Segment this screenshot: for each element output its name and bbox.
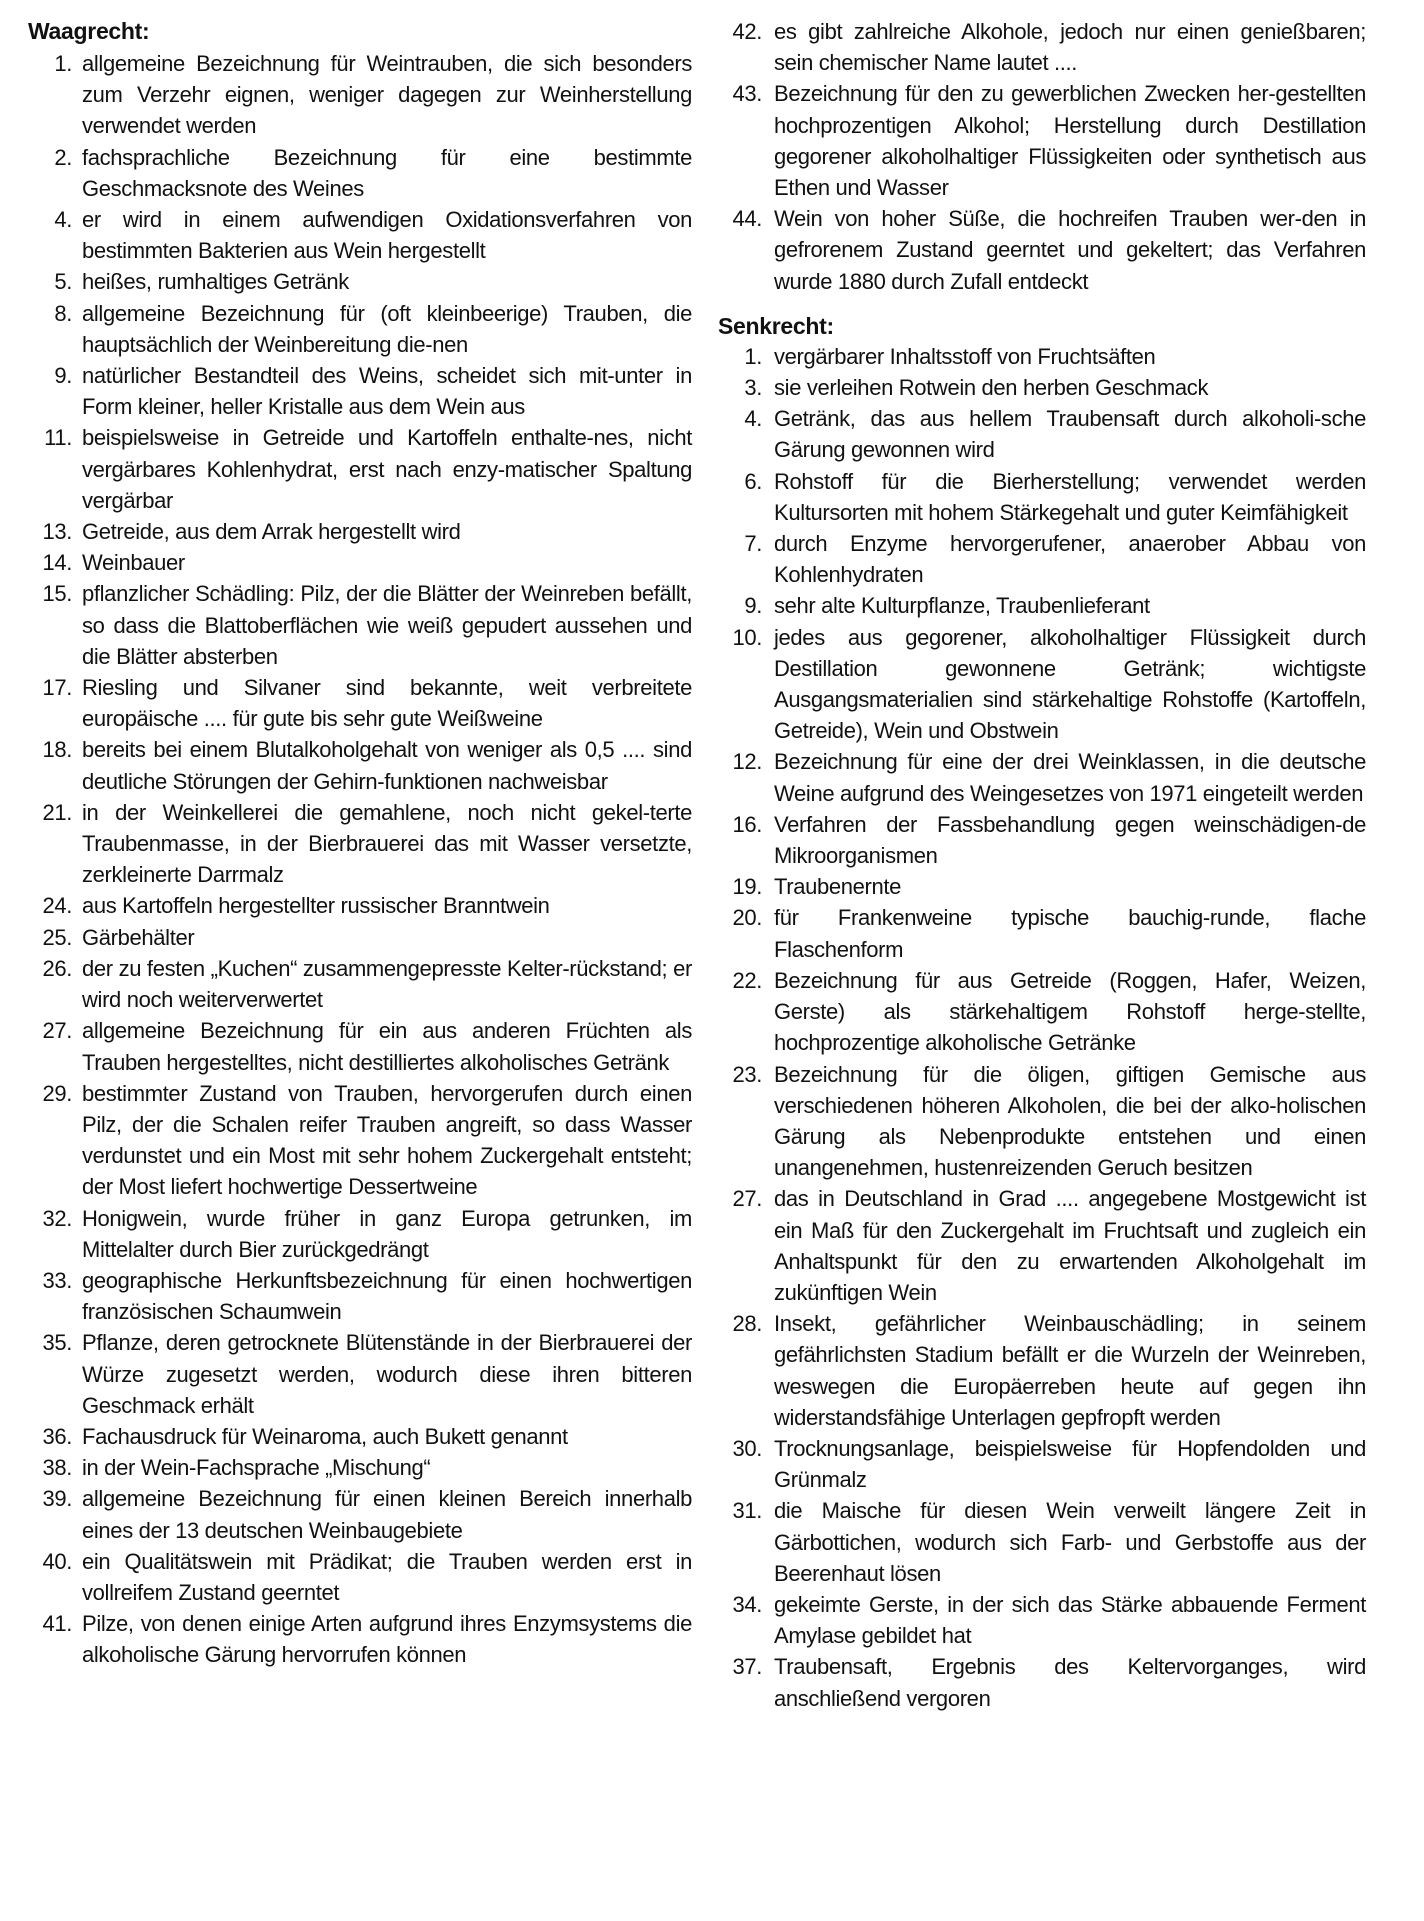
across-clue-item [28,1327,692,1421]
clue-number: 24. [42,893,72,919]
down-clue-item [718,528,1366,590]
clue-number: 6. [744,468,762,494]
across-clue-item [28,266,692,297]
clue-number: 7. [744,531,762,557]
down-clue-item [718,1433,1366,1495]
clue-number: 31. [732,1498,762,1524]
across-clue-item [28,1452,692,1483]
across-clue-item [28,1265,692,1327]
clue-number: 32. [42,1205,72,1231]
clue-number: 21. [42,799,72,825]
clue-text: in der Wein-Fachsprache „Mischung“ [82,1455,431,1481]
clue-text: sehr alte Kulturpflanze, Traubenlieferant [774,593,1150,619]
clue-text: allgemeine Bezeichnung für (oft kleinbeerige) Trauben, die hauptsächlich der Weinbereitung die-nen [82,300,692,357]
across-clue-item [28,142,692,204]
clue-text: bereits bei einem Blutalkoholgehalt von weniger als 0,5 .... sind deutliche Störungen der Gehirn-funktionen nachweisbar [82,737,692,794]
clue-number: 33. [42,1267,72,1293]
across-clue-item [28,516,692,547]
right-column [718,16,1366,1714]
clue-number: 35. [42,1330,72,1356]
clue-number: 36. [42,1423,72,1449]
clue-number: 30. [732,1435,762,1461]
clue-number: 10. [732,624,762,650]
clue-text: Traubenernte [774,874,902,900]
clue-number: 34. [732,1591,762,1617]
clue-number: 3. [744,375,762,401]
clue-text: sie verleihen Rotwein den herben Geschmack [774,375,1209,401]
clue-number: 27. [732,1186,762,1212]
down-clue-item [718,1059,1366,1184]
clue-number: 16. [732,811,762,837]
down-clue-item [718,902,1366,964]
across-clue-item [28,422,692,516]
across-clue-item [28,890,692,921]
clue-text: Bezeichnung für die öligen, giftigen Gemische aus verschiedenen höheren Alkoholen, die bei der alko-holischen Gärung als Nebenprodukte entstehen und einen unangenehmen, hustenreizenden Geruch besitzen [774,1061,1366,1181]
clue-text: aus Kartoffeln hergestellter russischer Branntwein [82,893,550,919]
across-clue-item [28,797,692,891]
across-clue-item [28,953,692,1015]
clue-number: 5. [54,269,72,295]
clue-text: Traubensaft, Ergebnis des Keltervorganges, wird anschließend vergoren [774,1654,1366,1711]
clue-number: 14. [42,550,72,576]
clue-number: 43. [732,81,762,107]
clue-number: 22. [732,967,762,993]
clue-number: 39. [42,1486,72,1512]
clue-text: heißes, rumhaltiges Getränk [82,269,349,295]
clue-number: 4. [744,406,762,432]
across-clue-item [28,204,692,266]
clue-text: allgemeine Bezeichnung für einen kleinen Bereich innerhalb eines der 13 deutschen Weinbaugebiete [82,1486,692,1543]
down-clue-item [718,403,1366,465]
clue-text: ein Qualitätswein mit Prädikat; die Trauben werden erst in vollreifem Zustand geerntet [82,1548,692,1605]
across-clue-item [718,78,1366,203]
down-clue-list [718,341,1366,1714]
across-clue-item [28,1015,692,1077]
clue-number: 18. [42,737,72,763]
clue-text: pflanzlicher Schädling: Pilz, der die Blätter der Weinreben befällt, so dass die Blattoberflächen wie weiß gepudert aussehen und die Blätter absterben [82,581,692,669]
clue-number: 20. [732,905,762,931]
clue-text: Getränk, das aus hellem Traubensaft durch alkoholi-sche Gärung gewonnen wird [774,406,1366,463]
clue-text: Riesling und Silvaner sind bekannte, weit verbreitete europäische .... für gute bis sehr gute Weißweine [82,675,692,732]
across-clue-item [718,16,1366,78]
clue-number: 12. [732,749,762,775]
clue-number: 9. [54,363,72,389]
clue-text: in der Weinkellerei die gemahlene, noch nicht gekel-terte Traubenmasse, in der Bierbrauerei das mit Wasser versetzte, zerkleinerte Darrmalz [82,799,692,888]
across-clue-item [28,547,692,578]
clue-text: Bezeichnung für den zu gewerblichen Zwecken her-gestellten hochprozentigen Alkohol; Herstellung durch Destillation gegorener alkoholhaltiger Flüssigkeiten oder synthetisch aus Ethen und Wasser [774,81,1366,201]
across-clue-item [28,578,692,672]
across-clue-item [28,1546,692,1608]
clue-text: bestimmter Zustand von Trauben, hervorgerufen durch einen Pilz, der die Schalen reifer Trauben angreift, so dass Wasser verdunstet und ein Most mit sehr hohem Zuckergehalt entsteht; der Most liefert hochwertige Dessertweine [82,1080,692,1200]
across-clue-item [28,922,692,953]
clue-number: 1. [744,343,762,369]
clue-text: allgemeine Bezeichnung für Weintrauben, die sich besonders zum Verzehr eignen, weniger dagegen zur Weinherstellung verwendet werden [82,51,692,139]
clue-number: 28. [732,1311,762,1337]
down-clue-item [718,1183,1366,1308]
clue-text: Getreide, aus dem Arrak hergestellt wird [82,519,461,545]
clue-text: Fachausdruck für Weinaroma, auch Bukett genannt [82,1423,568,1449]
clue-number: 23. [732,1061,762,1087]
clue-number: 4. [54,207,72,233]
down-clue-item [718,746,1366,808]
down-clue-item [718,341,1366,372]
across-clue-item [28,1203,692,1265]
clue-number: 1. [54,51,72,76]
clue-number: 44. [732,206,762,232]
clue-number: 2. [54,144,72,170]
clue-text: Honigwein, wurde früher in ganz Europa getrunken, im Mittelalter durch Bier zurückgedrängt [82,1205,692,1262]
clue-number: 9. [744,593,762,619]
clue-text: er wird in einem aufwendigen Oxidationsverfahren von bestimmten Bakterien aus Wein hergestellt [82,207,692,264]
across-clue-list-continued [718,16,1366,297]
down-clue-item [718,590,1366,621]
clue-number: 13. [42,519,72,545]
clue-number: 19. [732,874,762,900]
clue-text: die Maische für diesen Wein verweilt längere Zeit in Gärbottichen, wodurch sich Farb- und Gerbstoffe aus der Beerenhaut lösen [774,1498,1366,1586]
clue-text: Verfahren der Fassbehandlung gegen weinschädigen-de Mikroorganismen [774,811,1366,869]
across-clue-item [28,298,692,360]
across-clue-item [28,48,692,142]
clue-text: Gärbehälter [82,924,195,950]
clue-text: natürlicher Bestandteil des Weins, scheidet sich mit-unter in Form kleiner, heller Kristalle aus dem Wein aus [82,363,692,420]
across-clue-list [28,48,692,1671]
clue-number: 38. [42,1455,72,1481]
clue-number: 27. [42,1018,72,1044]
across-clue-item [28,672,692,734]
clue-text: Trocknungsanlage, beispielsweise für Hopfendolden und Grünmalz [774,1435,1366,1493]
clue-text: fachsprachliche Bezeichnung für eine bestimmte Geschmacksnote des Weines [82,144,692,201]
clue-text: Bezeichnung für eine der drei Weinklassen, in die deutsche Weine aufgrund des Weingesetzes von 1971 eingeteilt werden [774,749,1366,806]
clue-number: 42. [732,19,762,44]
clue-text: Wein von hoher Süße, die hochreifen Trauben wer-den in gefrorenem Zustand geerntet und gekeltert; das Verfahren wurde 1880 durch Zufall entdeckt [774,206,1366,294]
across-clue-item [28,360,692,422]
clue-text: Insekt, gefährlicher Weinbauschädling; in seinem gefährlichsten Stadium befällt er die Wurzeln der Weinreben, weswegen die Europäerreben heute auf gegen ihn widerstandsfähige Unterlagen gepfropft werden [774,1311,1366,1430]
clue-text: Weinbauer [82,550,185,576]
clue-text: geographische Herkunftsbezeichnung für einen hochwertigen französischen Schaumwein [82,1267,692,1325]
across-clue-item [28,1421,692,1452]
across-clue-item [28,1078,692,1203]
across-clue-item [28,1483,692,1545]
across-clue-item [28,1608,692,1670]
clue-number: 37. [732,1654,762,1680]
clue-text: für Frankenweine typische bauchig-runde, flache Flaschenform [774,905,1366,962]
clue-number: 29. [42,1080,72,1106]
down-clue-item [718,466,1366,528]
down-clue-item [718,1651,1366,1713]
clue-number: 25. [42,924,72,950]
down-clue-item [718,965,1366,1059]
clue-number: 26. [42,955,72,981]
left-column [28,16,692,1671]
clue-number: 11. [44,425,72,451]
clue-text: Rohstoff für die Bierherstellung; verwendet werden Kultursorten mit hohem Stärkegehalt und guter Keimfähigkeit [774,468,1366,525]
clue-text: Bezeichnung für aus Getreide (Roggen, Hafer, Weizen, Gerste) als stärkehaltigem Rohstoff herge-stellte, hochprozentige alkoholische Getränke [774,967,1366,1056]
clue-number: 41. [42,1611,72,1637]
down-clue-item [718,372,1366,403]
clue-number: 8. [54,300,72,326]
clue-number: 17. [42,675,72,701]
clue-number: 40. [42,1548,72,1574]
clue-text: gekeimte Gerste, in der sich das Stärke abbauende Ferment Amylase gebildet hat [774,1591,1366,1649]
down-clue-item [718,1495,1366,1589]
clue-text: das in Deutschland in Grad .... angegebene Mostgewicht ist ein Maß für den Zuckergehalt im Fruchtsaft und zugleich ein Anhaltspunkt für den zu erwartenden Alkoholgehalt im zukünftigen Wein [774,1186,1366,1305]
across-clue-item [28,734,692,796]
down-clue-item [718,871,1366,902]
down-clue-item [718,809,1366,871]
clue-text: Pilze, von denen einige Arten aufgrund ihres Enzymsystems die alkoholische Gärung hervorrufen können [82,1611,692,1668]
down-heading: Senkrecht: [718,312,834,339]
clue-text: Pflanze, deren getrocknete Blütenstände in der Bierbrauerei der Würze zugesetzt werden, wodurch diese ihren bitteren Geschmack erhält [82,1330,692,1418]
clue-text: vergärbarer Inhaltsstoff von Fruchtsäften [774,343,1156,369]
clue-text: allgemeine Bezeichnung für ein aus anderen Früchten als Trauben hergestelltes, nicht destilliertes alkoholisches Getränk [82,1018,692,1075]
clue-text: jedes aus gegorener, alkoholhaltiger Flüssigkeit durch Destillation gewonnene Getränk; wichtigste Ausgangsmaterialien sind stärkehaltige Rohstoffe (Kartoffeln, Getreide), Wein und Obstwein [774,624,1366,744]
down-clue-item [718,1308,1366,1433]
down-clue-item [718,622,1366,747]
clue-text: beispielsweise in Getreide und Kartoffeln enthalte-nes, nicht vergärbares Kohlenhydrat, erst nach enzy-matischer Spaltung vergärbar [82,425,692,513]
across-clue-item [718,203,1366,297]
down-clue-item [718,1589,1366,1651]
clue-text: es gibt zahlreiche Alkohole, jedoch nur einen genießbaren; sein chemischer Name lautet .... [774,19,1366,76]
clue-number: 15. [42,581,72,607]
across-heading: Waagrecht: [28,18,150,44]
clue-text: der zu festen „Kuchen“ zusammengepresste Kelter-rückstand; er wird noch weiterverwertet [82,955,692,1013]
clue-text: durch Enzyme hervorgerufener, anaerober Abbau von Kohlenhydraten [774,531,1366,588]
